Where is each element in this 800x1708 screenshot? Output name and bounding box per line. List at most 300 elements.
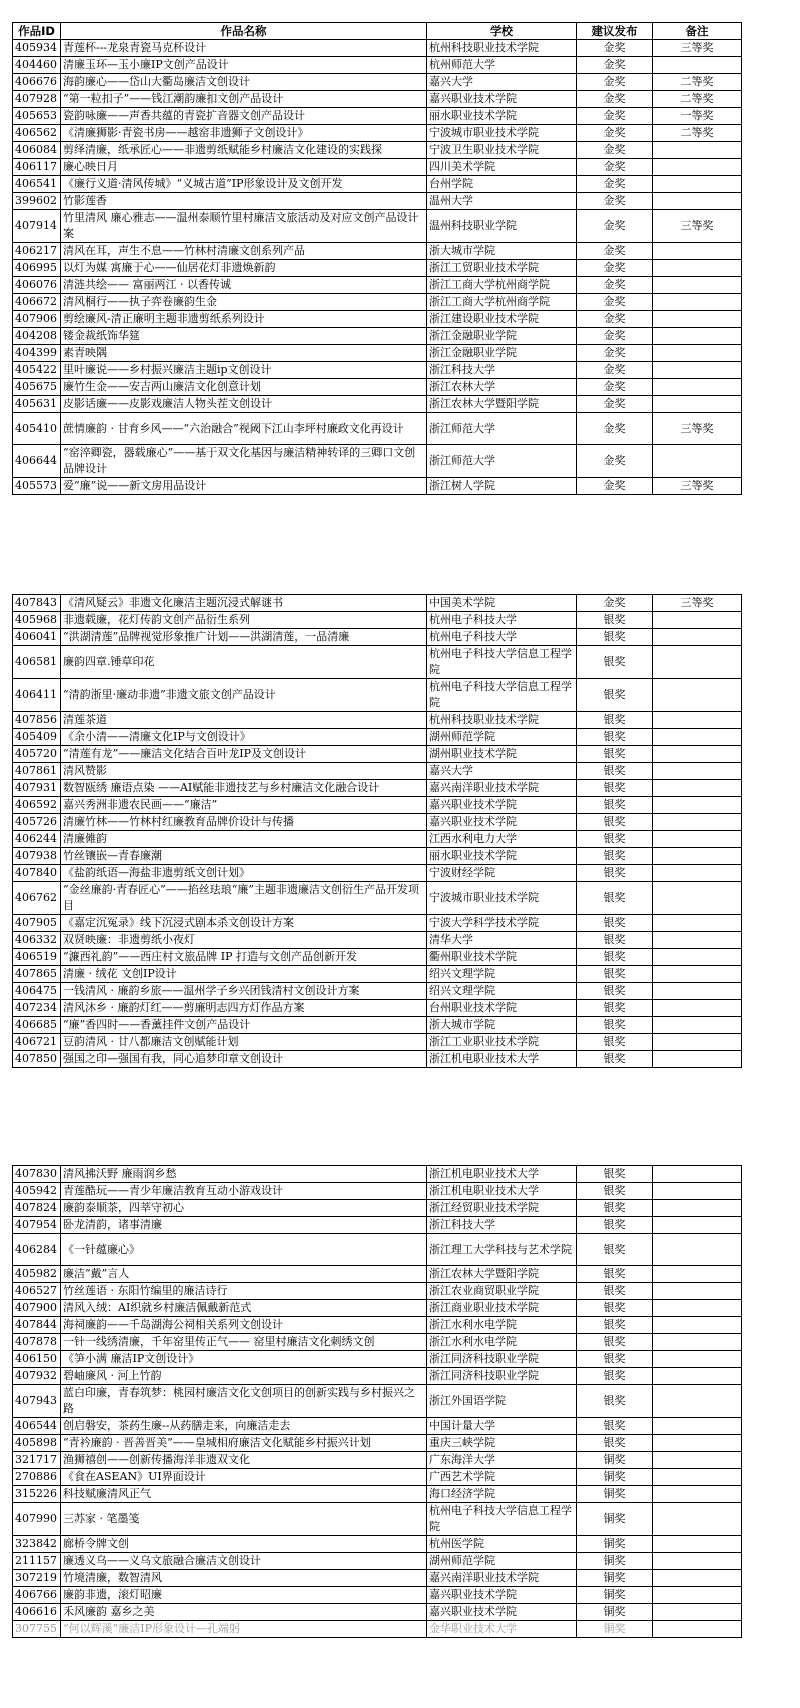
table-row: [13, 210, 742, 243]
cell-id: 307219: [13, 1570, 61, 1587]
cell-id: 406544: [13, 1418, 61, 1435]
cell-id: 405409: [13, 729, 61, 746]
cell-note: [653, 1452, 742, 1469]
cell-note: [653, 396, 742, 413]
cell-award: 银奖: [577, 966, 653, 983]
cell-award: 铜奖: [577, 1503, 653, 1536]
cell-id: 407906: [13, 311, 61, 328]
table-row: [13, 1300, 742, 1317]
header-award: 建议发布: [577, 23, 653, 40]
cell-award: 银奖: [577, 1017, 653, 1034]
cell-award: 银奖: [577, 865, 653, 882]
table-row: [13, 1385, 742, 1418]
table-row: [13, 91, 742, 108]
table-row: [13, 1621, 742, 1638]
table-row: [13, 1051, 742, 1068]
cell-note: [653, 1587, 742, 1604]
cell-award: 金奖: [577, 478, 653, 495]
cell-name: 竹里清风 廉心雅志——温州泰顺竹里村廉洁文旅活动及对应文创产品设计案: [61, 210, 427, 243]
cell-note: [653, 193, 742, 210]
cell-id: 323842: [13, 1536, 61, 1553]
cell-name: “清韵浙里·廉动非遗”非遗文旅文创产品设计: [61, 679, 427, 712]
cell-id: 315226: [13, 1486, 61, 1503]
table-row: [13, 865, 742, 882]
cell-school: 嘉兴职业技术学院: [427, 1604, 577, 1621]
cell-name: 竹影莲香: [61, 193, 427, 210]
table-row: [13, 413, 742, 445]
table-body-3: [13, 1166, 742, 1638]
cell-id: 406217: [13, 243, 61, 260]
cell-award: 铜奖: [577, 1486, 653, 1503]
cell-award: 银奖: [577, 1051, 653, 1068]
cell-school: 浙江机电职业技术大学: [427, 1166, 577, 1183]
cell-award: 金奖: [577, 345, 653, 362]
cell-name: 海韵廉心——岱山大衢岛廉洁文创设计: [61, 74, 427, 91]
table-row: [13, 379, 742, 396]
cell-id: 406762: [13, 882, 61, 915]
cell-award: 铜奖: [577, 1536, 653, 1553]
cell-name: “何以辉溪”廉洁IP形象设计—孔端躬: [61, 1621, 427, 1638]
cell-school: 宁波卫生职业技术学院: [427, 142, 577, 159]
cell-award: 金奖: [577, 40, 653, 57]
cell-name: 廉韵四章.锤草印花: [61, 646, 427, 679]
cell-name: 剪绘廉风-清正廉明主题非遗剪纸系列设计: [61, 311, 427, 328]
cell-note: [653, 243, 742, 260]
cell-id: 407865: [13, 966, 61, 983]
table-row: [13, 1587, 742, 1604]
header-name: 作品名称: [61, 23, 427, 40]
table-row: [13, 629, 742, 646]
cell-name: 非遗载廉，花灯传韵文创产品衍生系列: [61, 612, 427, 629]
table-row: [13, 729, 742, 746]
cell-award: 银奖: [577, 679, 653, 712]
cell-id: 407938: [13, 848, 61, 865]
table-row: [13, 679, 742, 712]
table-row: [13, 142, 742, 159]
cell-note: [653, 629, 742, 646]
cell-name: “窑淬卿瓷，器载廉心”——基于双文化基因与廉洁精神转译的三卿口文创品牌设计: [61, 445, 427, 478]
cell-school: 杭州电子科技大学: [427, 629, 577, 646]
cell-note: [653, 1234, 742, 1266]
cell-name: 《嘉定沉冤录》线下沉浸式剧本杀文创设计方案: [61, 915, 427, 932]
cell-award: 金奖: [577, 260, 653, 277]
cell-note: [653, 915, 742, 932]
cell-id: 407990: [13, 1503, 61, 1536]
cell-award: 银奖: [577, 1317, 653, 1334]
table-row: [13, 915, 742, 932]
table-row: [13, 159, 742, 176]
cell-name: 一针一线绣清廉，千年窑里传正气—— 窑里村廉洁文化刺绣文创: [61, 1334, 427, 1351]
table-row: [13, 763, 742, 780]
cell-award: 银奖: [577, 915, 653, 932]
cell-school: 浙江同济科技职业学院: [427, 1351, 577, 1368]
cell-name: 清廉竹林——竹林村红廉教育品牌价设计与传播: [61, 814, 427, 831]
table-row: [13, 345, 742, 362]
cell-name: 廉韵泰顺茶，四莘守初心: [61, 1200, 427, 1217]
cell-note: [653, 612, 742, 629]
table-body-1: [13, 40, 742, 495]
table-row: [13, 797, 742, 814]
cell-note: 三等奖: [653, 595, 742, 612]
cell-name: 廉竹生金——安吉两山廉洁文化创意计划: [61, 379, 427, 396]
cell-school: 中国美术学院: [427, 595, 577, 612]
cell-id: 407928: [13, 91, 61, 108]
cell-award: 银奖: [577, 1234, 653, 1266]
cell-id: 406117: [13, 159, 61, 176]
cell-school: 杭州医学院: [427, 1536, 577, 1553]
cell-award: 银奖: [577, 712, 653, 729]
cell-id: 407824: [13, 1200, 61, 1217]
cell-note: [653, 1469, 742, 1486]
cell-id: 307755: [13, 1621, 61, 1638]
cell-school: 广东海洋大学: [427, 1452, 577, 1469]
award-table-1: [12, 22, 742, 495]
cell-school: 浙江科技大学: [427, 1217, 577, 1234]
cell-id: 406541: [13, 176, 61, 193]
cell-award: 银奖: [577, 882, 653, 915]
cell-school: 嘉兴职业技术学院: [427, 1587, 577, 1604]
cell-name: 清莲茶道: [61, 712, 427, 729]
table-row: [13, 1351, 742, 1368]
table-row: [13, 712, 742, 729]
cell-school: 丽水职业技术学院: [427, 848, 577, 865]
cell-id: 211157: [13, 1553, 61, 1570]
cell-note: 三等奖: [653, 413, 742, 445]
cell-name: 《笋小满 廉洁IP文创设计》: [61, 1351, 427, 1368]
table-row: [13, 949, 742, 966]
cell-id: 407931: [13, 780, 61, 797]
cell-school: 温州大学: [427, 193, 577, 210]
cell-name: 《清风疑云》非遗文化廉洁主题沉浸式解谜书: [61, 595, 427, 612]
cell-id: 404208: [13, 328, 61, 345]
cell-award: 金奖: [577, 91, 653, 108]
cell-school: 浙江水利水电学院: [427, 1317, 577, 1334]
table-row: [13, 1536, 742, 1553]
cell-note: [653, 814, 742, 831]
cell-note: [653, 1000, 742, 1017]
cell-award: 银奖: [577, 1351, 653, 1368]
cell-school: 浙江外国语学院: [427, 1385, 577, 1418]
cell-name: 科技赋廉清风正气: [61, 1486, 427, 1503]
table-row: [13, 396, 742, 413]
cell-school: 浙江经贸职业技术学院: [427, 1200, 577, 1217]
table-row: [13, 176, 742, 193]
table-row: [13, 1553, 742, 1570]
cell-award: 银奖: [577, 1183, 653, 1200]
cell-award: 银奖: [577, 629, 653, 646]
table-row: [13, 1334, 742, 1351]
cell-school: 绍兴文理学院: [427, 966, 577, 983]
header-school: 学校: [427, 23, 577, 40]
table-row: [13, 646, 742, 679]
cell-name: 双贤映廉：非遗剪纸小夜灯: [61, 932, 427, 949]
cell-school: 温州科技职业学院: [427, 210, 577, 243]
cell-name: 清风赞影: [61, 763, 427, 780]
table-row: [13, 1452, 742, 1469]
cell-name: 清风在耳，声生不息——竹林村清廉文创系列产品: [61, 243, 427, 260]
cell-note: [653, 1486, 742, 1503]
cell-award: 金奖: [577, 176, 653, 193]
cell-id: 321717: [13, 1452, 61, 1469]
cell-id: 406676: [13, 74, 61, 91]
cell-name: “金丝廉韵·青春匠心”——掐丝珐琅“廉”主题非遗廉洁文创衍生产品开发项目: [61, 882, 427, 915]
cell-id: 407861: [13, 763, 61, 780]
cell-name: 豆韵清风 · 廿八都廉洁文创赋能计划: [61, 1034, 427, 1051]
award-table-3: [12, 1165, 742, 1638]
cell-note: [653, 1300, 742, 1317]
table-row: [13, 1604, 742, 1621]
table-row: [13, 311, 742, 328]
cell-note: [653, 1351, 742, 1368]
cell-note: [653, 1604, 742, 1621]
table-row: [13, 1435, 742, 1452]
cell-award: 银奖: [577, 1334, 653, 1351]
cell-name: 海祠廉韵——千岛湖海公祠相关系列文创设计: [61, 1317, 427, 1334]
cell-note: [653, 780, 742, 797]
cell-school: 衢州职业技术学院: [427, 949, 577, 966]
cell-school: 浙江机电职业技术大学: [427, 1183, 577, 1200]
cell-id: 406332: [13, 932, 61, 949]
cell-id: 405934: [13, 40, 61, 57]
cell-award: 金奖: [577, 396, 653, 413]
table-row: [13, 125, 742, 142]
cell-note: [653, 932, 742, 949]
cell-name: 《廉行义道·清风传城》“义城古道”IP形象设计及文创开发: [61, 176, 427, 193]
cell-school: 浙江机电职业技术大学: [427, 1051, 577, 1068]
cell-school: 宁波城市职业技术学院: [427, 882, 577, 915]
cell-id: 407943: [13, 1385, 61, 1418]
table-row: [13, 831, 742, 848]
cell-id: 407878: [13, 1334, 61, 1351]
cell-award: 银奖: [577, 1200, 653, 1217]
cell-name: 青莲酷玩——青少年廉洁教育互动小游戏设计: [61, 1183, 427, 1200]
cell-name: “第一粒扣子”——钱江潮韵廉扣文创产品设计: [61, 91, 427, 108]
table-row: [13, 1266, 742, 1283]
table-row: [13, 1469, 742, 1486]
cell-award: 金奖: [577, 277, 653, 294]
cell-name: 三苏家 · 笔墨笺: [61, 1503, 427, 1536]
cell-name: 皮影话廉——皮影戏廉洁人物头茬文创设计: [61, 396, 427, 413]
cell-school: 宁波财经学院: [427, 865, 577, 882]
cell-award: 银奖: [577, 746, 653, 763]
cell-name: 廉韵非遗，滚灯昭廉: [61, 1587, 427, 1604]
cell-award: 银奖: [577, 1166, 653, 1183]
cell-id: 407850: [13, 1051, 61, 1068]
cell-id: 406475: [13, 983, 61, 1000]
cell-school: 台州职业技术学院: [427, 1000, 577, 1017]
cell-school: 绍兴文理学院: [427, 983, 577, 1000]
cell-award: 银奖: [577, 1418, 653, 1435]
table-row: [13, 1200, 742, 1217]
table-row: [13, 1368, 742, 1385]
table-row: [13, 1418, 742, 1435]
table-row: [13, 848, 742, 865]
cell-note: [653, 1621, 742, 1638]
cell-note: [653, 763, 742, 780]
cell-award: 铜奖: [577, 1621, 653, 1638]
cell-note: 二等奖: [653, 74, 742, 91]
cell-id: 406721: [13, 1034, 61, 1051]
table-row: [13, 74, 742, 91]
cell-note: [653, 966, 742, 983]
cell-school: 金华职业技术大学: [427, 1621, 577, 1638]
cell-note: 二等奖: [653, 125, 742, 142]
cell-name: “廉”香四时——香薰挂件文创产品设计: [61, 1017, 427, 1034]
table-row: [13, 1234, 742, 1266]
cell-school: 杭州师范大学: [427, 57, 577, 74]
cell-school: 浙江师范大学: [427, 413, 577, 445]
cell-award: 银奖: [577, 1000, 653, 1017]
table-row: [13, 1217, 742, 1234]
table-row: [13, 1317, 742, 1334]
cell-school: 浙江建设职业技术学院: [427, 311, 577, 328]
cell-award: 金奖: [577, 413, 653, 445]
table-row: [13, 1503, 742, 1536]
table-row: [13, 328, 742, 345]
cell-name: 数智瓯绣 廉语点染 ——AI赋能非遗技艺与乡村廉洁文化融合设计: [61, 780, 427, 797]
cell-school: 湖州师范学院: [427, 1553, 577, 1570]
cell-school: 嘉兴职业技术学院: [427, 797, 577, 814]
cell-school: 海口经济学院: [427, 1486, 577, 1503]
cell-id: 406995: [13, 260, 61, 277]
table-body-2: [13, 595, 742, 1068]
table-row: [13, 1183, 742, 1200]
cell-note: [653, 294, 742, 311]
cell-name: 清风拂沃野 廉雨润乡愁: [61, 1166, 427, 1183]
cell-note: [653, 1536, 742, 1553]
cell-award: 银奖: [577, 848, 653, 865]
cell-award: 金奖: [577, 595, 653, 612]
cell-award: 金奖: [577, 193, 653, 210]
cell-id: 407932: [13, 1368, 61, 1385]
cell-school: 浙江同济科技职业学院: [427, 1368, 577, 1385]
cell-id: 407914: [13, 210, 61, 243]
cell-award: 金奖: [577, 243, 653, 260]
cell-school: 丽水职业技术学院: [427, 108, 577, 125]
cell-note: [653, 1183, 742, 1200]
cell-name: 清廉玉环—玉小廉IP文创产品设计: [61, 57, 427, 74]
cell-school: 浙江水利水电学院: [427, 1334, 577, 1351]
cell-note: [653, 882, 742, 915]
cell-id: 406562: [13, 125, 61, 142]
cell-school: 杭州电子科技大学: [427, 612, 577, 629]
table-row: [13, 57, 742, 74]
cell-name: 青莲杯---龙泉青瓷马克杯设计: [61, 40, 427, 57]
cell-award: 银奖: [577, 646, 653, 679]
cell-name: 《一针蕴廉心》: [61, 1234, 427, 1266]
cell-award: 银奖: [577, 612, 653, 629]
cell-id: 405898: [13, 1435, 61, 1452]
cell-award: 银奖: [577, 949, 653, 966]
cell-award: 银奖: [577, 932, 653, 949]
cell-school: 杭州科技职业技术学院: [427, 712, 577, 729]
cell-school: 江西水利电力大学: [427, 831, 577, 848]
cell-note: [653, 345, 742, 362]
cell-note: 三等奖: [653, 210, 742, 243]
cell-school: 浙江商业职业技术学院: [427, 1300, 577, 1317]
table-row: [13, 1017, 742, 1034]
cell-note: [653, 1034, 742, 1051]
cell-school: 杭州电子科技大学信息工程学院: [427, 646, 577, 679]
cell-award: 银奖: [577, 729, 653, 746]
table-row: [13, 1000, 742, 1017]
cell-id: 407840: [13, 865, 61, 882]
cell-school: 四川美术学院: [427, 159, 577, 176]
cell-note: [653, 1435, 742, 1452]
cell-name: “洪湖清莲”品牌视觉形象推广计划——洪湖清莲，一品清廉: [61, 629, 427, 646]
cell-name: 创启磐安，茶药生廉--从药膳走来，向廉洁走去: [61, 1418, 427, 1435]
cell-name: 《盐韵纸语—海盐非遗剪纸文创计划》: [61, 865, 427, 882]
cell-id: 407830: [13, 1166, 61, 1183]
cell-id: 406685: [13, 1017, 61, 1034]
cell-award: 银奖: [577, 1300, 653, 1317]
cell-id: 405726: [13, 814, 61, 831]
cell-school: 杭州科技职业技术学院: [427, 40, 577, 57]
cell-id: 407844: [13, 1317, 61, 1334]
cell-note: [653, 277, 742, 294]
cell-note: [653, 1503, 742, 1536]
cell-award: 铜奖: [577, 1553, 653, 1570]
cell-note: 三等奖: [653, 478, 742, 495]
cell-name: 以灯为媒 寓廉于心——仙居花灯非遗焕新韵: [61, 260, 427, 277]
cell-id: 407905: [13, 915, 61, 932]
cell-name: 《余小清——清廉文化IP与文创设计》: [61, 729, 427, 746]
cell-award: 金奖: [577, 159, 653, 176]
cell-name: 嘉兴秀洲非遗农民画——“廉洁”: [61, 797, 427, 814]
cell-school: 浙江农林大学暨阳学院: [427, 396, 577, 413]
cell-award: 银奖: [577, 1385, 653, 1418]
cell-note: [653, 1385, 742, 1418]
cell-school: 嘉兴南洋职业技术学院: [427, 1570, 577, 1587]
cell-school: 嘉兴南洋职业技术学院: [427, 780, 577, 797]
cell-note: [653, 848, 742, 865]
cell-award: 银奖: [577, 780, 653, 797]
cell-school: 浙江农林大学暨阳学院: [427, 1266, 577, 1283]
cell-award: 银奖: [577, 1217, 653, 1234]
cell-award: 银奖: [577, 763, 653, 780]
cell-award: 金奖: [577, 294, 653, 311]
cell-school: 浙江农业商贸职业学院: [427, 1283, 577, 1300]
cell-id: 406041: [13, 629, 61, 646]
cell-note: [653, 949, 742, 966]
cell-id: 407856: [13, 712, 61, 729]
cell-note: [653, 176, 742, 193]
cell-id: 407954: [13, 1217, 61, 1234]
table-row: [13, 1034, 742, 1051]
cell-note: [653, 1217, 742, 1234]
cell-note: [653, 983, 742, 1000]
table-row: [13, 780, 742, 797]
cell-award: 金奖: [577, 328, 653, 345]
cell-note: [653, 1266, 742, 1283]
cell-school: 浙江工业职业技术学院: [427, 1034, 577, 1051]
cell-award: 金奖: [577, 142, 653, 159]
cell-note: [653, 1418, 742, 1435]
cell-name: 剪绎清廉，纸承匠心——非遗剪纸赋能乡村廉洁文化建设的实践探: [61, 142, 427, 159]
cell-note: [653, 1166, 742, 1183]
cell-id: 406766: [13, 1587, 61, 1604]
cell-school: 浙江科技大学: [427, 362, 577, 379]
cell-id: 405653: [13, 108, 61, 125]
cell-school: 浙江工贸职业技术学院: [427, 260, 577, 277]
cell-note: [653, 1017, 742, 1034]
cell-award: 银奖: [577, 1368, 653, 1385]
cell-note: [653, 679, 742, 712]
cell-award: 金奖: [577, 311, 653, 328]
cell-school: 湖州师范学院: [427, 729, 577, 746]
cell-award: 金奖: [577, 362, 653, 379]
cell-id: 405422: [13, 362, 61, 379]
